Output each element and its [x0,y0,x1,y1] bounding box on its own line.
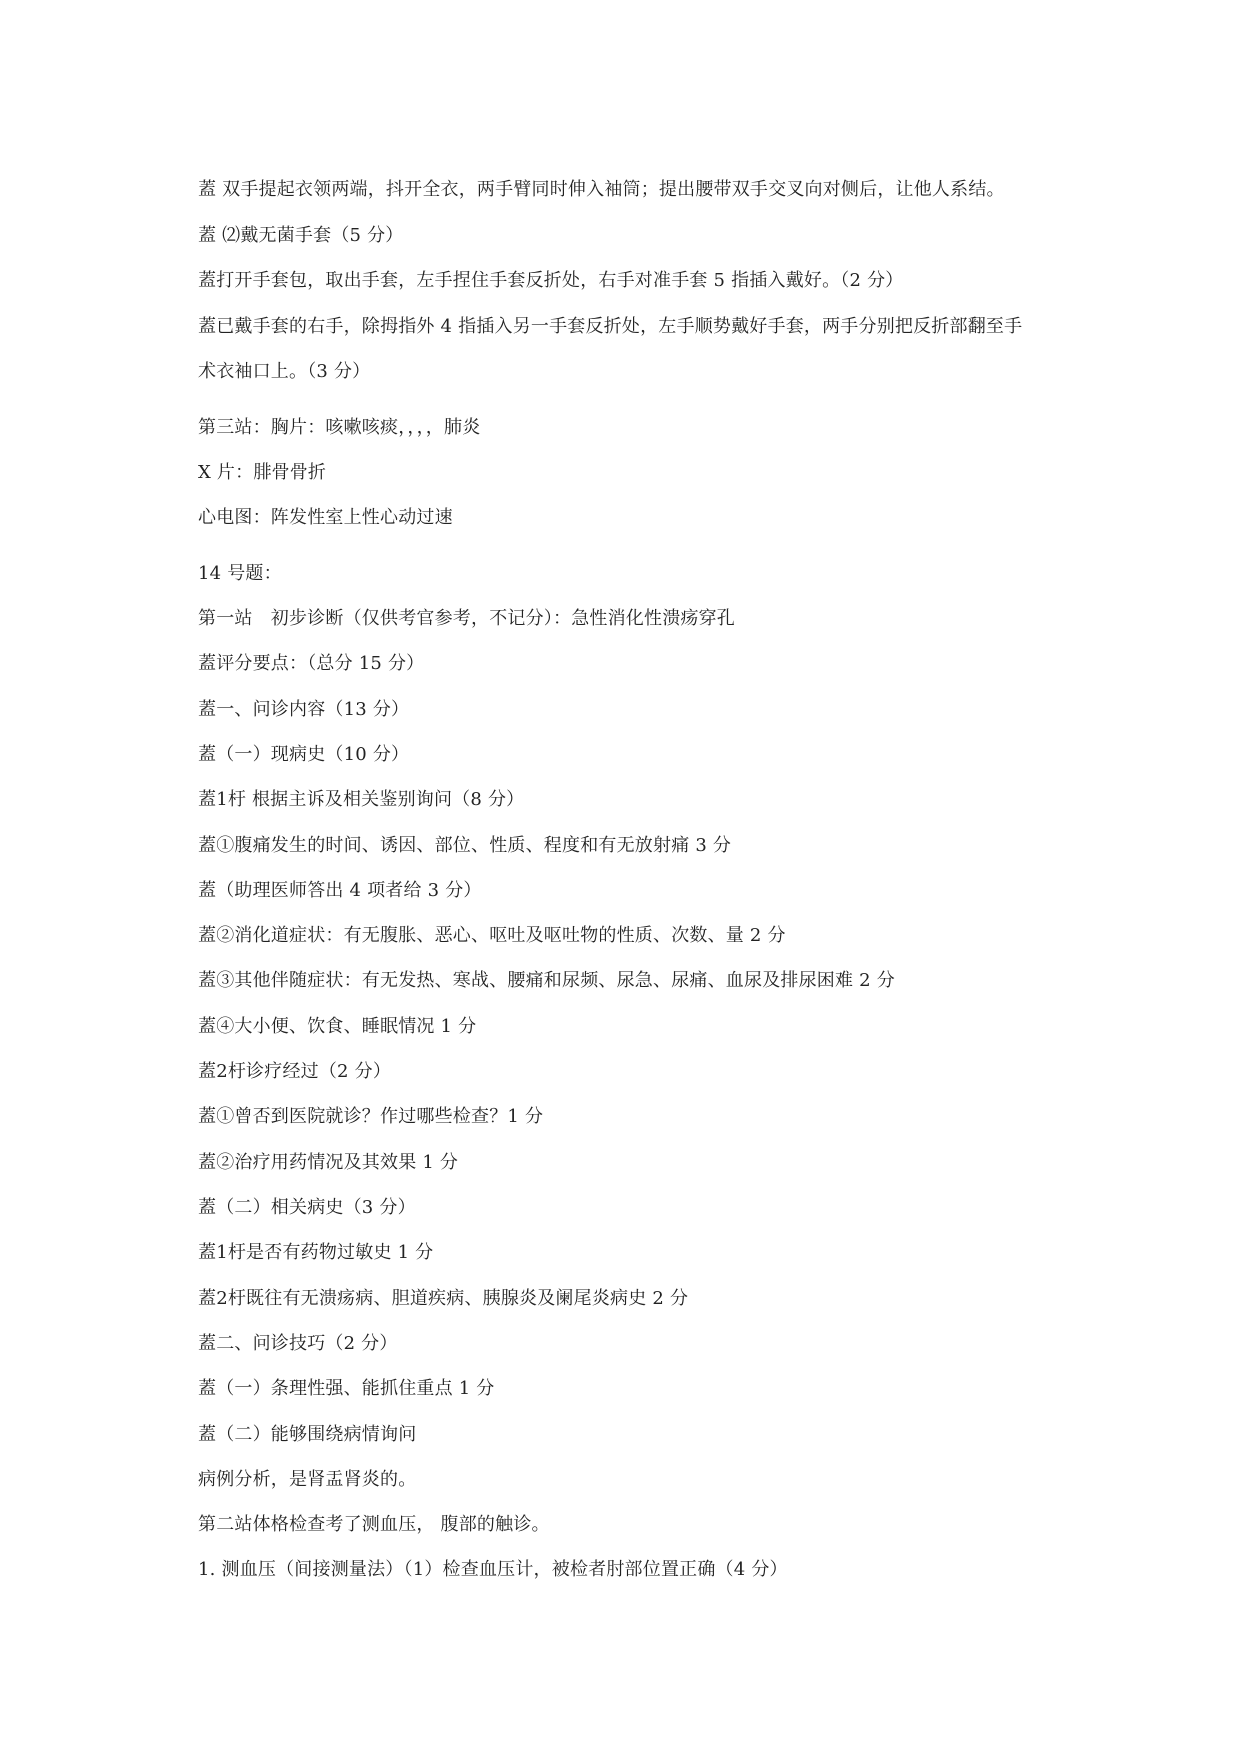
text-line-digestive-symptoms: 蓋②消化道症状：有无腹胀、恶心、呕吐及呕吐物的性质、次数、量 2 分 [198,925,786,946]
text-line-hospital-visit: 蓋①曾否到医院就诊？作过哪些检查？1 分 [198,1106,544,1127]
text-line-gloves-heading: 蓋 ⑵戴无菌手套（5 分） [198,225,404,246]
text-line-case-analysis: 病例分析，是肾盂肾炎的。 [198,1469,417,1490]
text-line-question-14: 14 号题： [198,563,282,584]
text-line-scoring-points: 蓋评分要点：（总分 15 分） [198,653,425,674]
text-line-treatment-course: 蓋2杅诊疗经过（2 分） [198,1061,392,1082]
text-line-past-history: 蓋2杅既往有无溃疡病、胆道疾病、胰腺炎及阑尾炎病史 2 分 [198,1288,689,1309]
text-line-present-history: 蓋（一）现病史（10 分） [198,744,410,765]
text-line-xray: X 片：腓骨骨折 [198,462,327,483]
text-line-chief-complaint: 蓋1杅 根据主诉及相关鉴别询问（8 分） [198,789,525,810]
text-line-gown-wearing: 蓋 双手提起衣领两端，抖开全衣，两手臂同时伸入袖筒；提出腰带双手交叉向对侧后，让他人系结。 [198,179,1005,200]
text-line-right-hand-glove: 蓋已戴手套的右手，除拇指外 4 指插入另一手套反折处，左手顺势戴好手套，两手分别把反折部翻至手 [198,316,1023,337]
text-line-other-symptoms: 蓋③其他伴随症状：有无发热、寒战、腰痛和尿频、尿急、尿痛、血尿及排尿困难 2 分 [198,970,895,991]
text-line-around-condition: 蓋（二）能够围绕病情询问 [198,1424,417,1445]
text-line-medication-effect: 蓋②治疗用药情况及其效果 1 分 [198,1152,459,1173]
text-line-station-one-diagnosis: 第一站 初步诊断（仅供考官参考，不记分）：急性消化性溃疡穿孔 [198,608,735,629]
text-line-station-two-exam: 第二站体格检查考了测血压， 腹部的触诊。 [198,1514,550,1535]
text-line-bowel-diet-sleep: 蓋④大小便、饮食、睡眠情况 1 分 [198,1016,477,1037]
text-line-open-glove-pack: 蓋打开手套包，取出手套，左手捏住手套反折处，右手对准手套 5 指插入戴好。（2 分） [198,270,904,291]
text-line-abdominal-pain: 蓋①腹痛发生的时间、诱因、部位、性质、程度和有无放射痛 3 分 [198,835,732,856]
text-line-inquiry-skills: 蓋二、问诊技巧（2 分） [198,1333,398,1354]
text-line-assistant-physician: 蓋（助理医师答出 4 项者给 3 分） [198,880,482,901]
text-line-related-history: 蓋（二）相关病史（3 分） [198,1197,416,1218]
text-line-drug-allergy: 蓋1杅是否有药物过敏史 1 分 [198,1242,434,1263]
text-line-blood-pressure: 1. 测血压（间接测量法）（1）检查血压计，被检者肘部位置正确（4 分） [198,1559,788,1580]
text-line-station-three-chest: 第三站：胸片：咳嗽咳痰，，，，肺炎 [198,417,481,438]
text-line-logical-focus: 蓋（一）条理性强、能抓住重点 1 分 [198,1378,495,1399]
text-line-inquiry-content: 蓋一、问诊内容（13 分） [198,699,410,720]
text-line-sleeve-cuff: 术衣袖口上。（3 分） [198,361,371,382]
text-line-ecg: 心电图：阵发性室上性心动过速 [198,507,453,528]
